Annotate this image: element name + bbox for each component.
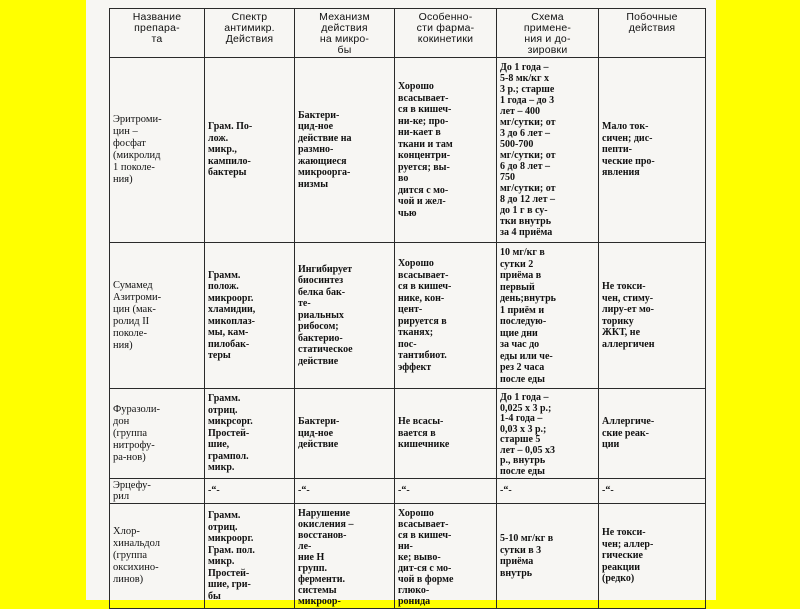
header-mechanism: Механизм действия на микро- бы [295,9,395,58]
table-row [110,479,706,504]
cell-pharmacokinetics: Хорошо всасывает- ся в кишеч- ни- ке; выво- дит-ся с мо- чой в форме глюко- ронида [395,504,497,609]
cell-drug-name: Хлор- хинальдол (группа оксихино- линов) [110,504,205,609]
cell-spectrum: Грамм. полож. микроорг. хламидии, микоплаз- мы, кам- пилобак- теры [205,243,295,389]
cell-side-effects: Мало ток- сичен; дис- пепти- ческие про- явления [599,58,706,243]
cell-spectrum: Грамм. отриц. микрсорг. Простей- шие, грампол. микр. [205,389,295,479]
right-margin [716,0,800,600]
cell-mechanism: Бактери- цид-ное действие [295,389,395,479]
table-row [110,58,706,243]
header-side-effects: Побочные действия [599,9,706,58]
header-pharmacokinetics: Особенно- сти фарма- кокинетики [395,9,497,58]
cell-dosage: До 1 года – 0,025 х 3 р.; 1-4 года – 0,03 х 3 р.; старше 5 лет – 0,05 х3 р., внутрь после еды [497,389,599,479]
cell-side-effects: Аллергиче- ские реак- ции [599,389,706,479]
cell-pharmacokinetics: Хорошо всасывает- ся в кишеч- нике, кон- цент- рируется в тканях; пос- тантибиот. эффект [395,243,497,389]
table-header-row [110,9,706,58]
header-drug-name: Название препара- та [110,9,205,58]
cell-side-effects: Не токси- чен, стиму- лиру-ет мо- торику ЖКТ, не аллергичен [599,243,706,389]
cell-spectrum: Грам. По- лож. микр., кампило- бактеры [205,58,295,243]
cell-side-effects: -“- [599,479,706,504]
cell-dosage: 10 мг/кг в сутки 2 приёма в первый день;внутрь 1 приём и последую- щие дни за час до еды или че- рез 2 часа после еды [497,243,599,389]
cell-drug-name: Сумамед Азитроми- цин (мак- ролид II поколе- ния) [110,243,205,389]
cell-mechanism: -“- [295,479,395,504]
cell-mechanism: Ингибирует биосинтез белка бак- те- риальных рибосом; бактерио- статическое действие [295,243,395,389]
antimicrobial-drugs-table [109,8,706,609]
cell-side-effects: Не токси- чен; аллер- гические реакции (редко) [599,504,706,609]
cell-mechanism: Нарушение окисления – восстанов- ле- ние Н групп. ферменти. системы микроор- [295,504,395,609]
cell-dosage: -“- [497,479,599,504]
cell-spectrum: -“- [205,479,295,504]
table-row [110,504,706,609]
cell-pharmacokinetics: Хорошо всасывает- ся в кишеч- ни-ке; про- ни-кает в ткани и там концентри- руется; вы- во дится с мо- чой и жел- чью [395,58,497,243]
cell-mechanism: Бактери- цид-ное действие на размно- жающиеся микроорга- низмы [295,58,395,243]
cell-spectrum: Грамм. отриц. микроорг. Грам. пол. микр. Простей- шие, гри- бы [205,504,295,609]
cell-dosage: 5-10 мг/кг в сутки в 3 приёма внутрь [497,504,599,609]
cell-pharmacokinetics: Не всасы- вается в кишечнике [395,389,497,479]
left-margin [0,0,86,600]
cell-dosage: До 1 года – 5-8 мк/кг х 3 р.; старше 1 года – до 3 лет – 400 мг/сутки; от 3 до 6 лет – 500-700 мг/сутки; от 6 до 8 лет – 750 мг/сутки; от 8 до 12 лет – до 1 г в су- тки внутрь за 4 приёма [497,58,599,243]
header-dosage: Схема примене- ния и до- зировки [497,9,599,58]
cell-drug-name: Фуразоли- дон (группа нитрофу- ра-нов) [110,389,205,479]
cell-drug-name: Эритроми- цин – фосфат (микролид 1 поколе- ния) [110,58,205,243]
table-row [110,389,706,479]
cell-pharmacokinetics: -“- [395,479,497,504]
header-spectrum: Спектр антимикр. Действия [205,9,295,58]
table-row [110,243,706,389]
cell-drug-name: Эрцефу- рил [110,479,205,504]
